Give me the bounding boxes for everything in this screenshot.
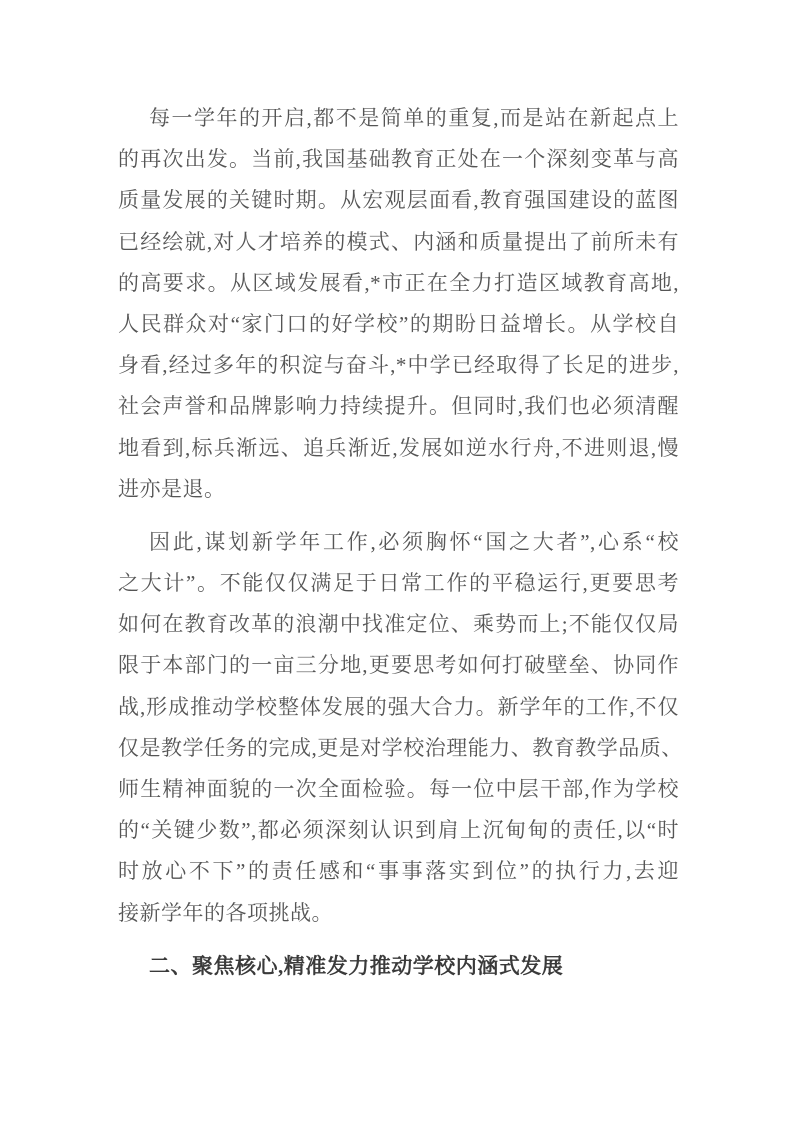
paragraph-2	[118, 522, 683, 934]
text-line: 限于本部门的一亩三分地,更要思考如何打破壁垒、协同作	[118, 653, 679, 678]
text-line: 进亦是退。	[118, 476, 226, 501]
text-line: 二、聚焦核心,精准发力推动学校内涵式发展	[149, 953, 564, 978]
text-line: 战,形成推动学校整体发展的强大合力。新学年的工作,不仅	[118, 694, 679, 719]
text-line: 地看到,标兵渐远、追兵渐近,发展如逆水行舟,不进则退,慢	[118, 435, 679, 460]
text-line: 因此,谋划新学年工作,必须胸怀“国之大者”,心系“校	[149, 529, 679, 554]
text-line: 的“关键少数”,都必须深刻认识到肩上沉甸甸的责任,以“时	[118, 818, 679, 843]
text-line: 如何在教育改革的浪潮中找准定位、乘势而上;不能仅仅局	[118, 612, 679, 637]
text-line: 接新学年的各项挑战。	[118, 900, 333, 925]
text-line: 质量发展的关键时期。从宏观层面看,教育强国建设的蓝图	[118, 188, 679, 213]
text-line: 社会声誉和品牌影响力持续提升。但同时,我们也必须清醒	[118, 394, 679, 419]
text-line: 的再次出发。当前,我国基础教育正处在一个深刻变革与高	[118, 147, 679, 172]
text-line: 师生精神面貌的一次全面检验。每一位中层干部,作为学校	[118, 777, 679, 801]
section-heading-2	[118, 946, 679, 987]
text-line: 人民群众对“家门口的好学校”的期盼日益增长。从学校自	[118, 311, 679, 336]
text-line: 仅是教学任务的完成,更是对学校治理能力、教育教学品质、	[118, 735, 683, 760]
text-line: 已经绘就,对人才培养的模式、内涵和质量提出了前所未有	[118, 229, 679, 254]
text-line: 身看,经过多年的积淀与奋斗,*中学已经取得了长足的进步,	[118, 353, 679, 378]
paragraph-1	[118, 98, 679, 510]
text-line: 之大计”。不能仅仅满足于日常工作的平稳运行,更要思考	[118, 571, 679, 596]
text-line: 每一学年的开启,都不是简单的重复,而是站在新起点上	[149, 106, 679, 130]
document-body	[118, 98, 683, 987]
text-line: 时放心不下”的责任感和“事事落实到位”的执行力,去迎	[118, 859, 679, 884]
text-line: 的高要求。从区域发展看,*市正在全力打造区域教育高地,	[118, 270, 679, 295]
